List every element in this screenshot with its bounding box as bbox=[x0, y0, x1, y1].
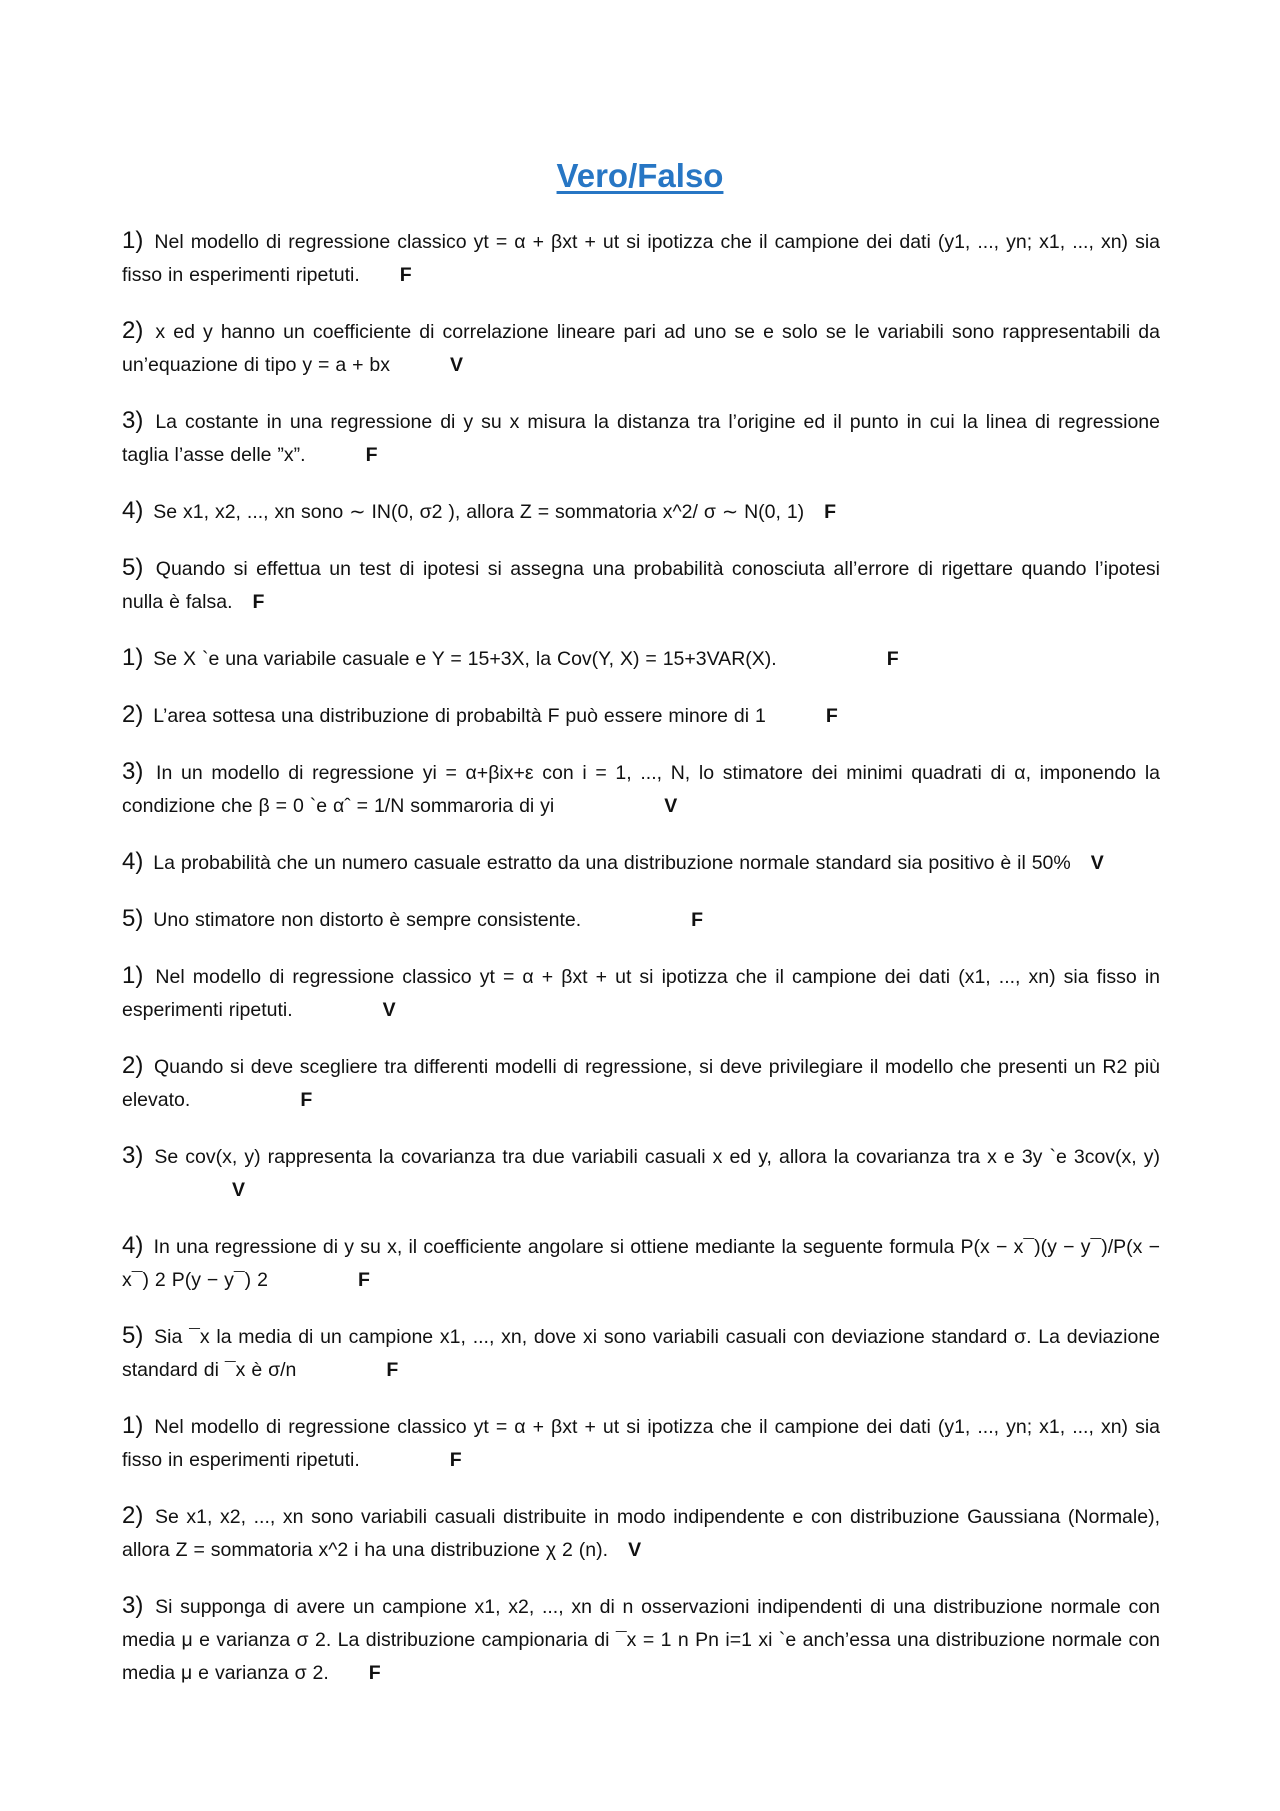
question-text: Sia ¯x la media di un campione x1, ..., xn, dove xi sono variabili casuali con deviazione standard σ. La deviazione standard di ¯x è σ/n bbox=[122, 1326, 1161, 1381]
answer-label: F bbox=[824, 501, 837, 523]
question-number: 1) bbox=[122, 1412, 144, 1439]
question-number: 1) bbox=[122, 644, 144, 671]
question-item bbox=[122, 902, 1160, 937]
answer-label: V bbox=[450, 354, 464, 376]
question-item bbox=[122, 1589, 1160, 1690]
question-text: x ed y hanno un coefficiente di correlazione lineare pari ad uno se e solo se le variabili sono rappresentabili da un’equazione di tipo y = a + bx bbox=[122, 321, 1160, 376]
answer-label: F bbox=[825, 705, 838, 727]
question-number: 5) bbox=[122, 905, 144, 932]
question-text: Nel modello di regressione classico yt = α + βxt + ut si ipotizza che il campione dei dati (y1, ..., yn; x1, ..., xn) sia fisso in esperimenti ripetuti. bbox=[122, 1416, 1161, 1471]
question-text: In un modello di regressione yi = α+βix+ε con i = 1, ..., N, lo stimatore dei minimi quadrati di α, imponendo la condizione che β = 0 `e αˆ = 1/N sommaroria di yi bbox=[122, 762, 1161, 817]
question-text: Uno stimatore non distorto è sempre consistente. bbox=[153, 909, 582, 931]
question-item bbox=[122, 314, 1160, 382]
question-item bbox=[122, 494, 1160, 529]
question-item bbox=[122, 698, 1160, 733]
question-item bbox=[122, 755, 1160, 823]
question-number: 4) bbox=[122, 1232, 144, 1259]
question-text: Se cov(x, y) rappresenta la covarianza tra due variabili casuali x ed y, allora la covarianza tra x e 3y `e 3cov(x, y) bbox=[154, 1146, 1160, 1168]
question-text: Se X `e una variabile casuale e Y = 15+3X, la Cov(Y, X) = 15+3VAR(X). bbox=[153, 648, 777, 670]
question-item bbox=[122, 1499, 1160, 1567]
question-item bbox=[122, 1409, 1160, 1477]
question-number: 5) bbox=[122, 554, 144, 581]
question-text: L’area sottesa una distribuzione di probabiltà F può essere minore di 1 bbox=[153, 705, 766, 727]
question-item bbox=[122, 224, 1160, 292]
question-item bbox=[122, 1229, 1160, 1297]
answer-label: V bbox=[1090, 852, 1104, 874]
answer-label: F bbox=[300, 1089, 313, 1111]
question-text: Nel modello di regressione classico yt = α + βxt + ut si ipotizza che il campione dei dati (x1, ..., xn) sia fisso in esperimenti ripetuti. bbox=[122, 966, 1161, 1021]
question-text: Nel modello di regressione classico yt = α + βxt + ut si ipotizza che il campione dei dati (y1, ..., yn; x1, ..., xn) sia fisso in esperimenti ripetuti. bbox=[122, 231, 1161, 286]
question-text: Si supponga di avere un campione x1, x2, ..., xn di n osservazioni indipendenti di una distribuzione normale con media μ e varianza σ 2. La distribuzione campionaria di ¯x = 1 n Pn i=1 xi `e anch’essa una distribuzione normale con media μ e varianza σ 2. bbox=[122, 1596, 1161, 1684]
question-number: 4) bbox=[122, 848, 144, 875]
answer-label: V bbox=[664, 795, 678, 817]
question-text: Quando si effettua un test di ipotesi si assegna una probabilità conosciuta all’errore di rigettare quando l’ipotesi nulla è falsa. bbox=[122, 558, 1160, 613]
answer-label: F bbox=[365, 444, 378, 466]
question-text: La probabilità che un numero casuale estratto da una distribuzione normale standard sia positivo è il 50% bbox=[153, 852, 1071, 874]
page-title: Vero/Falso bbox=[556, 157, 724, 194]
question-item bbox=[122, 845, 1160, 880]
answer-label: V bbox=[232, 1179, 246, 1201]
question-item bbox=[122, 1139, 1160, 1207]
question-number: 2) bbox=[122, 317, 144, 344]
question-number: 2) bbox=[122, 1502, 144, 1529]
question-text: In una regressione di y su x, il coefficiente angolare si ottiene mediante la seguente formula P(x − x¯)(y − y¯)/P(x − x¯) 2 P(y − y¯) 2 bbox=[122, 1236, 1160, 1291]
question-number: 4) bbox=[122, 497, 144, 524]
question-item bbox=[122, 959, 1160, 1027]
answer-label: F bbox=[399, 264, 412, 286]
question-number: 3) bbox=[122, 407, 144, 434]
answer-label: V bbox=[382, 999, 396, 1021]
answer-label: F bbox=[252, 591, 265, 613]
answer-label: F bbox=[386, 1359, 399, 1381]
question-number: 3) bbox=[122, 1592, 144, 1619]
question-item bbox=[122, 641, 1160, 676]
question-text: La costante in una regressione di y su x misura la distanza tra l’origine ed il punto in cui la linea di regressione taglia l’asse delle ”x”. bbox=[122, 411, 1160, 466]
answer-label: F bbox=[449, 1449, 462, 1471]
answer-label: F bbox=[368, 1662, 381, 1684]
question-item bbox=[122, 1049, 1160, 1117]
question-number: 1) bbox=[122, 962, 144, 989]
question-text: Quando si deve scegliere tra differenti modelli di regressione, si deve privilegiare il modello che presenti un R2 più elevato. bbox=[122, 1056, 1160, 1111]
question-list bbox=[122, 224, 1160, 1712]
question-number: 1) bbox=[122, 227, 144, 254]
question-item bbox=[122, 1319, 1160, 1387]
question-number: 3) bbox=[122, 758, 144, 785]
question-number: 5) bbox=[122, 1322, 144, 1349]
answer-label: F bbox=[691, 909, 704, 931]
question-number: 3) bbox=[122, 1142, 144, 1169]
answer-label: V bbox=[628, 1539, 642, 1561]
question-text: Se x1, x2, ..., xn sono ∼ IN(0, σ2 ), allora Z = sommatoria x^2/ σ ∼ N(0, 1) bbox=[153, 501, 805, 523]
question-number: 2) bbox=[122, 701, 144, 728]
answer-label: F bbox=[357, 1269, 370, 1291]
answer-label: F bbox=[886, 648, 899, 670]
question-text: Se x1, x2, ..., xn sono variabili casuali distribuite in modo indipendente e con distribuzione Gaussiana (Normale), allora Z = sommatoria x^2 i ha una distribuzione χ 2 (n). bbox=[122, 1506, 1160, 1561]
question-number: 2) bbox=[122, 1052, 144, 1079]
question-item bbox=[122, 404, 1160, 472]
question-item bbox=[122, 551, 1160, 619]
